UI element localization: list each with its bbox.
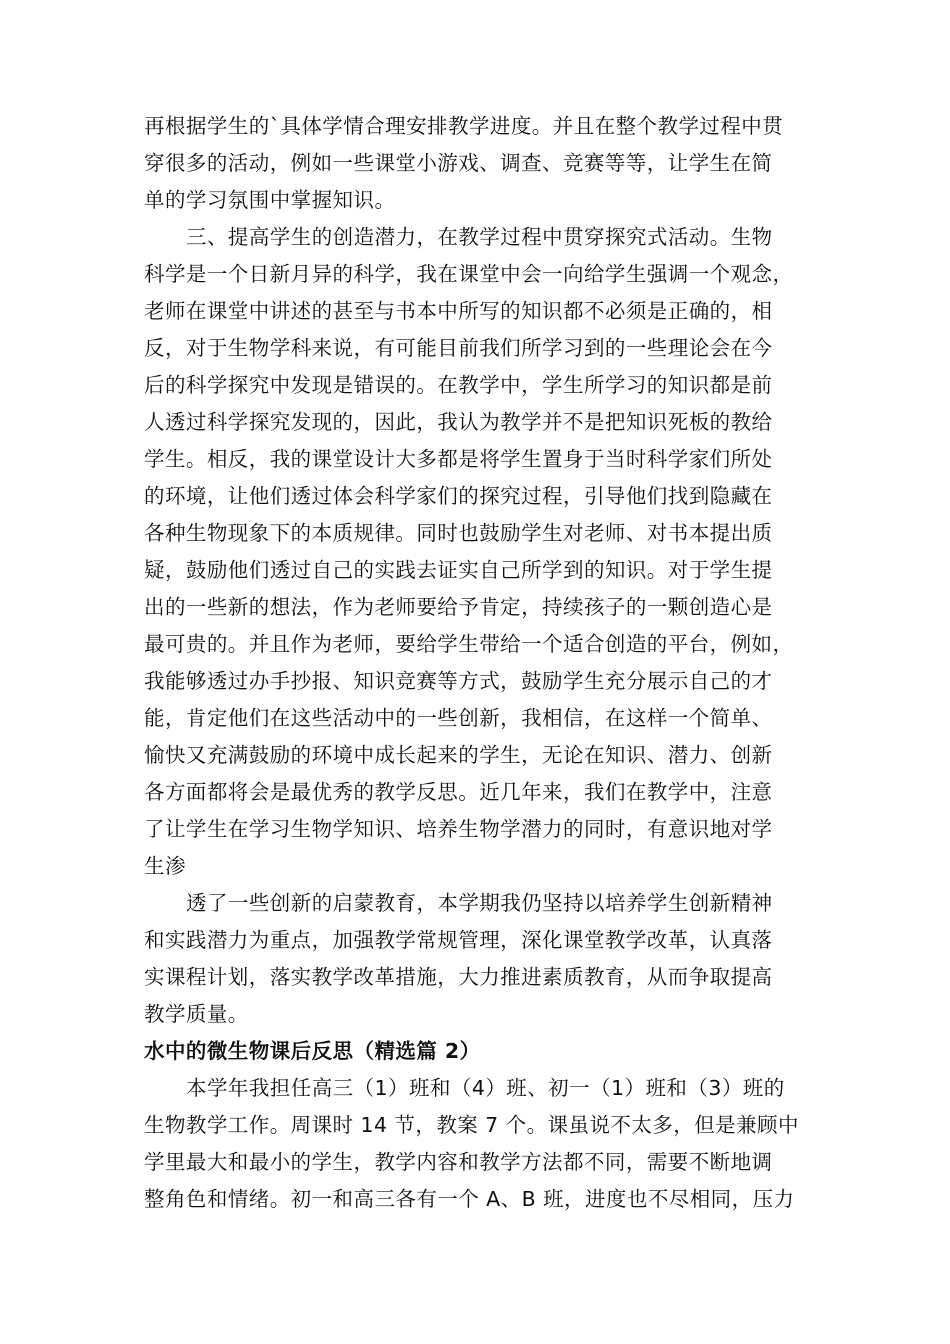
paragraph-continuation (144, 108, 812, 219)
text-line: 能，肯定他们在这些活动中的一些创新，我相信，在这样一个简单、 (144, 706, 773, 730)
text-line: 整角色和情绪。初一和高三各有一个 A、B 班，进度也不尽相同，压力 (144, 1187, 795, 1211)
paragraph-teaching-work (144, 1070, 812, 1218)
text-line: 学里最大和最小的学生，教学内容和教学方法都不同，需要不断地调 (144, 1150, 773, 1174)
text-line: 疑，鼓励他们透过自己的实践去证实自己所学到的知识。对于学生提 (144, 558, 773, 582)
text-line: 后的科学探究中发现是错误的。在教学中，学生所学习的知识都是前 (144, 373, 773, 397)
text-line: 最可贵的。并且作为老师，要给学生带给一个适合创造的平台，例如， (144, 632, 794, 656)
text-line: 了让学生在学习生物学知识、培养生物学潜力的同时，有意识地对学 (144, 817, 773, 841)
text-line: 生物教学工作。周课时 14 节，教案 7 个。课虽说不太多，但是兼顾中 (144, 1113, 799, 1137)
text-line: 本学年我担任高三（1）班和（4）班、初一（1）班和（3）班的 (186, 1076, 785, 1100)
text-line: 各种生物现象下的本质规律。同时也鼓励学生对老师、对书本提出质 (144, 521, 773, 545)
text-line: 的环境，让他们透过体会科学家们的探究过程，引导他们找到隐藏在 (144, 484, 773, 508)
text-line: 生渗 (144, 854, 186, 878)
paragraph-innovation (144, 885, 812, 1033)
text-line: 再根据学生的`具体学情合理安排教学进度。并且在整个教学过程中贯 (144, 114, 784, 138)
text-line: 出的一些新的想法，作为老师要给予肯定，持续孩子的一颗创造心是 (144, 595, 773, 619)
text-line: 学生。相反，我的课堂设计大多都是将学生置身于当时科学家们所处 (144, 447, 773, 471)
text-line: 人透过科学探究发现的，因此，我认为教学并不是把知识死板的教给 (144, 410, 773, 434)
text-line: 各方面都将会是最优秀的教学反思。近几年来，我们在教学中，注意 (144, 780, 773, 804)
text-line: 反，对于生物学科来说，有可能目前我们所学习到的一些理论会在今 (144, 336, 773, 360)
text-line: 和实践潜力为重点，加强教学常规管理，深化课堂教学改革，认真落 (144, 928, 773, 952)
document-body (144, 108, 812, 1218)
text-line: 愉快又充满鼓励的环境中成长起来的学生，无论在知识、潜力、创新 (144, 743, 773, 767)
section-heading: 水中的微生物课后反思（精选篇 2） (144, 1039, 481, 1063)
text-line: 单的学习氛围中掌握知识。 (144, 188, 396, 212)
text-line: 老师在课堂中讲述的甚至与书本中所写的知识都不必须是正确的，相 (144, 299, 773, 323)
text-line: 三、提高学生的创造潜力，在教学过程中贯穿探究式活动。生物 (186, 225, 773, 249)
text-line: 穿很多的活动，例如一些课堂小游戏、调查、竞赛等等，让学生在简 (144, 151, 773, 175)
text-line: 科学是一个日新月异的科学，我在课堂中会一向给学生强调一个观念， (144, 262, 794, 286)
text-line: 教学质量。 (144, 1002, 249, 1026)
text-line: 透了一些创新的启蒙教育，本学期我仍坚持以培养学生创新精神 (186, 891, 773, 915)
text-line: 我能够透过办手抄报、知识竞赛等方式，鼓励学生充分展示自己的才 (144, 669, 773, 693)
paragraph-creativity (144, 219, 812, 885)
text-line: 实课程计划，落实教学改革措施，大力推进素质教育，从而争取提高 (144, 965, 773, 989)
